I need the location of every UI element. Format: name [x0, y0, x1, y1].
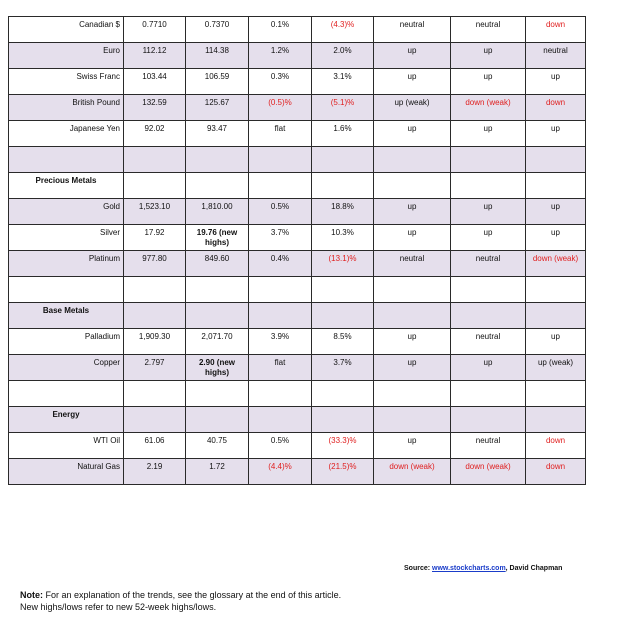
- pct-1-cell: 1.2%: [249, 43, 312, 69]
- pct-1-cell: [249, 381, 312, 407]
- value-1-cell: 61.06: [124, 433, 186, 459]
- pct-1-cell: (4.4)%: [249, 459, 312, 485]
- trend-long-cell: down (weak): [526, 251, 586, 277]
- value-1-cell: [124, 277, 186, 303]
- pct-2-cell: [312, 407, 374, 433]
- trend-medium-cell: up: [451, 199, 526, 225]
- row-label: Canadian $: [9, 17, 124, 43]
- pct-2-cell: 2.0%: [312, 43, 374, 69]
- value-1-cell: 0.7710: [124, 17, 186, 43]
- table-body: [9, 17, 586, 485]
- note-line-2: New highs/lows refer to new 52-week highs/lows.: [20, 602, 217, 612]
- table-row: [9, 329, 586, 355]
- table-row: [9, 225, 586, 251]
- value-2-cell: 1.72: [186, 459, 249, 485]
- table-row: [9, 121, 586, 147]
- value-2-cell: [186, 277, 249, 303]
- value-2-cell: 93.47: [186, 121, 249, 147]
- pct-1-cell: [249, 173, 312, 199]
- note-line-1: For an explanation of the trends, see the glossary at the end of this article.: [43, 590, 342, 600]
- trend-short-cell: up: [374, 225, 451, 251]
- table-row: [9, 69, 586, 95]
- trend-medium-cell: neutral: [451, 433, 526, 459]
- trend-medium-cell: [451, 303, 526, 329]
- table-row: [9, 43, 586, 69]
- value-1-cell: 1,523.10: [124, 199, 186, 225]
- value-1-cell: [124, 407, 186, 433]
- blank-row: [9, 147, 586, 173]
- trend-short-cell: [374, 381, 451, 407]
- pct-2-cell: 1.6%: [312, 121, 374, 147]
- pct-2-cell: (33.3)%: [312, 433, 374, 459]
- trend-medium-cell: neutral: [451, 251, 526, 277]
- trend-short-cell: neutral: [374, 251, 451, 277]
- trend-long-cell: up (weak): [526, 355, 586, 381]
- value-1-cell: 2.19: [124, 459, 186, 485]
- pct-2-cell: [312, 173, 374, 199]
- trend-long-cell: neutral: [526, 43, 586, 69]
- table-row: [9, 95, 586, 121]
- trend-medium-cell: up: [451, 69, 526, 95]
- pct-1-cell: [249, 303, 312, 329]
- pct-2-cell: [312, 381, 374, 407]
- pct-1-cell: 0.5%: [249, 433, 312, 459]
- pct-1-cell: 0.3%: [249, 69, 312, 95]
- pct-1-cell: 0.1%: [249, 17, 312, 43]
- pct-2-cell: 3.7%: [312, 355, 374, 381]
- value-2-cell: 1,810.00: [186, 199, 249, 225]
- value-2-cell: [186, 303, 249, 329]
- value-1-cell: 2.797: [124, 355, 186, 381]
- pct-1-cell: flat: [249, 355, 312, 381]
- trend-long-cell: up: [526, 199, 586, 225]
- pct-1-cell: [249, 147, 312, 173]
- row-label: Copper: [9, 355, 124, 381]
- trend-medium-cell: neutral: [451, 17, 526, 43]
- value-2-cell: [186, 407, 249, 433]
- trend-medium-cell: neutral: [451, 329, 526, 355]
- trend-long-cell: [526, 407, 586, 433]
- trend-medium-cell: [451, 381, 526, 407]
- value-2-cell: 114.38: [186, 43, 249, 69]
- trend-medium-cell: down (weak): [451, 459, 526, 485]
- trend-short-cell: down (weak): [374, 459, 451, 485]
- market-trends-table: [8, 16, 586, 485]
- trend-short-cell: up: [374, 329, 451, 355]
- table-row: [9, 17, 586, 43]
- trend-medium-cell: [451, 277, 526, 303]
- pct-2-cell: (13.1)%: [312, 251, 374, 277]
- trend-short-cell: neutral: [374, 17, 451, 43]
- row-label: Silver: [9, 225, 124, 251]
- value-1-cell: 17.92: [124, 225, 186, 251]
- table-row: [9, 459, 586, 485]
- pct-1-cell: 3.9%: [249, 329, 312, 355]
- row-label: Gold: [9, 199, 124, 225]
- section-header: Base Metals: [9, 303, 124, 329]
- trend-short-cell: up (weak): [374, 95, 451, 121]
- trend-long-cell: [526, 381, 586, 407]
- value-2-cell: [186, 381, 249, 407]
- trend-long-cell: up: [526, 329, 586, 355]
- section-header: Precious Metals: [9, 173, 124, 199]
- value-1-cell: [124, 381, 186, 407]
- trend-long-cell: [526, 303, 586, 329]
- row-label: British Pound: [9, 95, 124, 121]
- trend-long-cell: [526, 147, 586, 173]
- value-1-cell: [124, 147, 186, 173]
- section-header: Energy: [9, 407, 124, 433]
- note-label: Note:: [20, 590, 43, 600]
- trend-medium-cell: [451, 173, 526, 199]
- trend-medium-cell: up: [451, 121, 526, 147]
- pct-1-cell: [249, 277, 312, 303]
- row-label: [9, 147, 124, 173]
- pct-2-cell: 8.5%: [312, 329, 374, 355]
- pct-1-cell: flat: [249, 121, 312, 147]
- trend-long-cell: down: [526, 95, 586, 121]
- row-label: WTI Oil: [9, 433, 124, 459]
- value-1-cell: 112.12: [124, 43, 186, 69]
- section-row: [9, 303, 586, 329]
- value-1-cell: 132.59: [124, 95, 186, 121]
- pct-1-cell: (0.5)%: [249, 95, 312, 121]
- value-1-cell: 103.44: [124, 69, 186, 95]
- section-row: [9, 173, 586, 199]
- trend-medium-cell: up: [451, 355, 526, 381]
- pct-2-cell: (5.1)%: [312, 95, 374, 121]
- table-row: [9, 251, 586, 277]
- row-label: Swiss Franc: [9, 69, 124, 95]
- value-2-cell: [186, 173, 249, 199]
- value-2-cell: 0.7370: [186, 17, 249, 43]
- trend-medium-cell: up: [451, 225, 526, 251]
- trend-long-cell: up: [526, 69, 586, 95]
- row-label: Platinum: [9, 251, 124, 277]
- pct-1-cell: 0.5%: [249, 199, 312, 225]
- trend-short-cell: up: [374, 433, 451, 459]
- trend-short-cell: [374, 173, 451, 199]
- trend-short-cell: [374, 303, 451, 329]
- trend-medium-cell: up: [451, 43, 526, 69]
- pct-2-cell: [312, 303, 374, 329]
- pct-1-cell: [249, 407, 312, 433]
- trend-long-cell: [526, 277, 586, 303]
- row-label: Japanese Yen: [9, 121, 124, 147]
- pct-2-cell: 10.3%: [312, 225, 374, 251]
- value-2-cell: [186, 147, 249, 173]
- value-1-cell: [124, 173, 186, 199]
- value-2-cell: 2,071.70: [186, 329, 249, 355]
- row-label: Natural Gas: [9, 459, 124, 485]
- source-link[interactable]: www.stockcharts.com: [432, 565, 506, 572]
- trend-long-cell: up: [526, 121, 586, 147]
- value-2-cell: 19.76 (new highs): [186, 225, 249, 251]
- value-2-cell: 40.75: [186, 433, 249, 459]
- source-prefix: Source:: [404, 565, 433, 572]
- trend-long-cell: down: [526, 17, 586, 43]
- trend-long-cell: [526, 173, 586, 199]
- trend-medium-cell: [451, 147, 526, 173]
- value-2-cell: 2.90 (new highs): [186, 355, 249, 381]
- value-2-cell: 125.67: [186, 95, 249, 121]
- table-row: [9, 433, 586, 459]
- value-2-cell: 106.59: [186, 69, 249, 95]
- row-label: Euro: [9, 43, 124, 69]
- trend-short-cell: up: [374, 43, 451, 69]
- trend-short-cell: [374, 277, 451, 303]
- trend-medium-cell: [451, 407, 526, 433]
- value-1-cell: 1,909.30: [124, 329, 186, 355]
- pct-2-cell: (21.5)%: [312, 459, 374, 485]
- pct-2-cell: 3.1%: [312, 69, 374, 95]
- source-suffix: , David Chapman: [505, 565, 563, 572]
- trend-medium-cell: down (weak): [451, 95, 526, 121]
- blank-row: [9, 381, 586, 407]
- row-label: [9, 277, 124, 303]
- trend-short-cell: up: [374, 69, 451, 95]
- table-row: [9, 355, 586, 381]
- pct-2-cell: (4.3)%: [312, 17, 374, 43]
- pct-1-cell: 3.7%: [249, 225, 312, 251]
- trend-short-cell: up: [374, 355, 451, 381]
- value-2-cell: 849.60: [186, 251, 249, 277]
- trend-short-cell: [374, 147, 451, 173]
- blank-row: [9, 277, 586, 303]
- row-label: Palladium: [9, 329, 124, 355]
- trend-long-cell: down: [526, 459, 586, 485]
- value-1-cell: 92.02: [124, 121, 186, 147]
- source-credit: [404, 565, 562, 572]
- pct-1-cell: 0.4%: [249, 251, 312, 277]
- pct-2-cell: 18.8%: [312, 199, 374, 225]
- value-1-cell: 977.80: [124, 251, 186, 277]
- footnote: [20, 589, 341, 613]
- trend-long-cell: up: [526, 225, 586, 251]
- value-1-cell: [124, 303, 186, 329]
- table-row: [9, 199, 586, 225]
- pct-2-cell: [312, 147, 374, 173]
- trend-short-cell: up: [374, 121, 451, 147]
- trend-short-cell: up: [374, 199, 451, 225]
- trend-short-cell: [374, 407, 451, 433]
- trend-long-cell: down: [526, 433, 586, 459]
- pct-2-cell: [312, 277, 374, 303]
- row-label: [9, 381, 124, 407]
- section-row: [9, 407, 586, 433]
